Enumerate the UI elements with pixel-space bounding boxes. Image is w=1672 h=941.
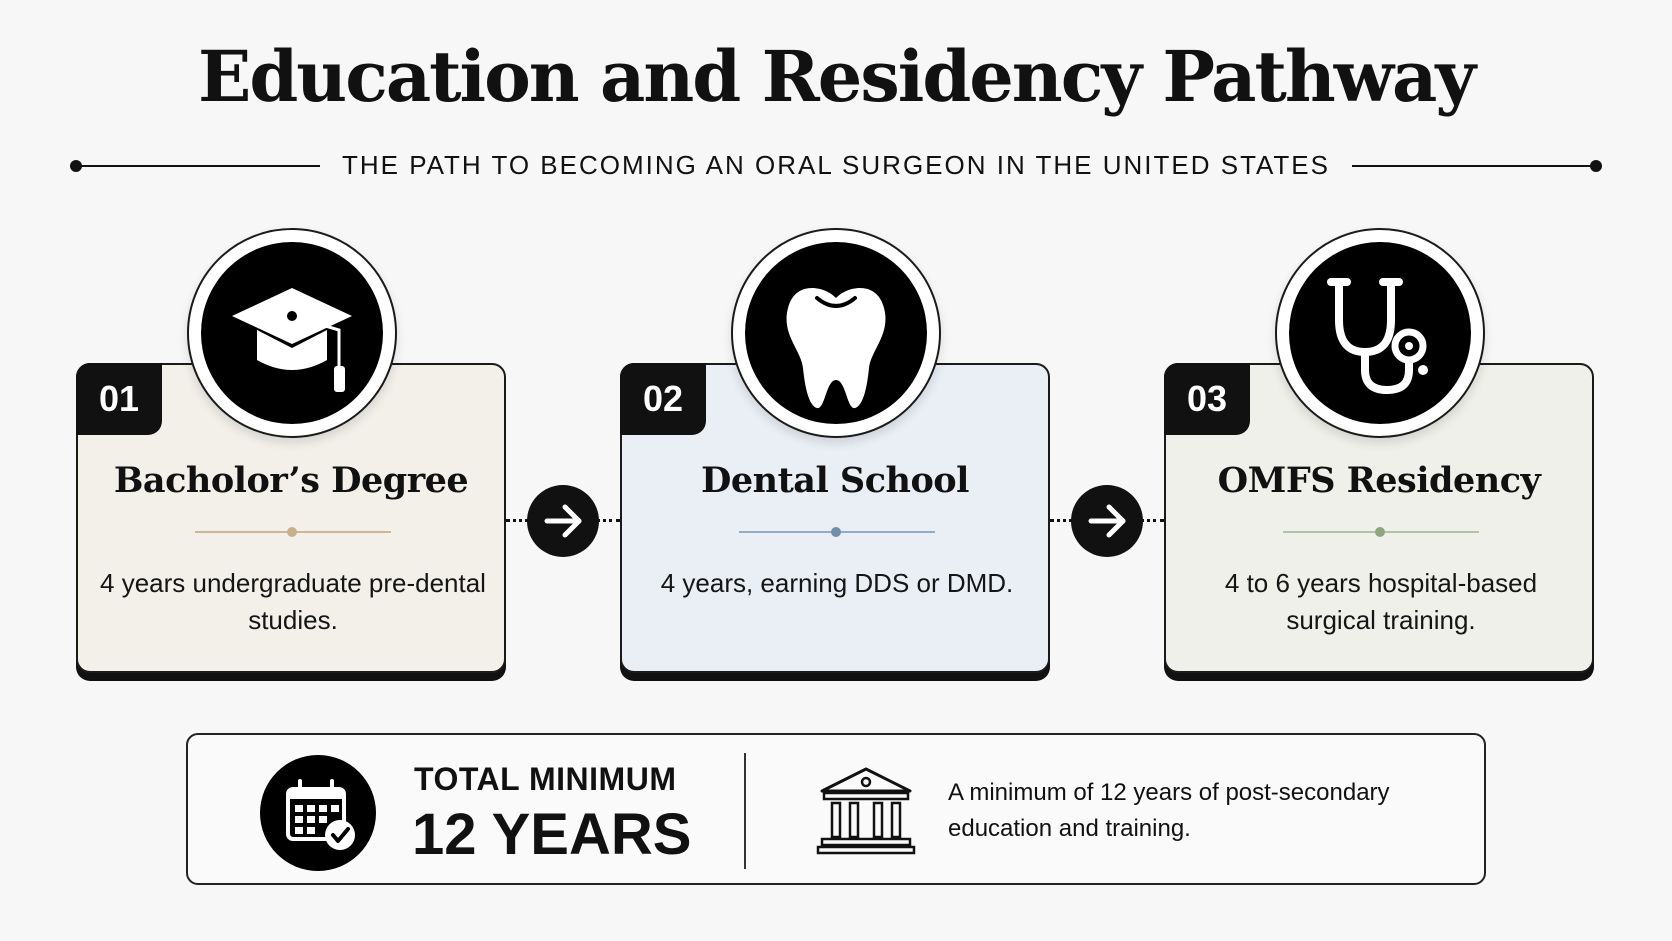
- total-label: TOTAL MINIMUM: [414, 761, 677, 797]
- step-number-badge: 03: [1164, 363, 1250, 435]
- step-number-badge: 02: [620, 363, 706, 435]
- summary-text: A minimum of 12 years of post-secondary education and training.: [948, 779, 1390, 842]
- institution-icon: [816, 765, 916, 857]
- graduation-cap-icon: [189, 230, 395, 436]
- calendar-circle: [260, 755, 376, 871]
- step-description: 4 years, earning DDS or DMD.: [660, 568, 1014, 598]
- step-number-badge: 01: [76, 363, 162, 435]
- arrow-step-1-to-2: [527, 485, 599, 557]
- summary-box: [186, 733, 1486, 885]
- step-divider: [1283, 531, 1479, 533]
- subtitle-row: [70, 150, 1602, 180]
- icon-circle-1: [187, 228, 397, 438]
- icon-circle-3: [1275, 228, 1485, 438]
- step-title: Dental School: [701, 460, 969, 501]
- step-description: 4 years undergraduate pre-dental studies.: [100, 568, 486, 635]
- arrow-step-2-to-3: [1071, 485, 1143, 557]
- arrow-right-icon: [527, 485, 599, 557]
- step-divider: [739, 531, 935, 533]
- subtitle-left-line: [76, 165, 320, 167]
- total-value: 12 YEARS: [412, 802, 692, 867]
- step-description: 4 to 6 years hospital-based surgical training.: [1224, 568, 1538, 635]
- arrow-right-icon: [1071, 485, 1143, 557]
- subtitle: THE PATH TO BECOMING AN ORAL SURGEON IN THE UNITED STATES: [341, 150, 1330, 180]
- stethoscope-icon: [1277, 230, 1483, 436]
- step-title: OMFS Residency: [1217, 460, 1541, 501]
- calendar-check-icon: [260, 755, 376, 871]
- page-title: Education and Residency Pathway: [198, 35, 1474, 118]
- subtitle-right-dot: [1590, 160, 1602, 172]
- icon-circle-2: [731, 228, 941, 438]
- summary-divider: [744, 753, 746, 869]
- step-title: Bacholor’s Degree: [113, 460, 469, 501]
- subtitle-right-line: [1352, 165, 1596, 167]
- step-divider: [195, 531, 391, 533]
- tooth-icon: [733, 230, 939, 436]
